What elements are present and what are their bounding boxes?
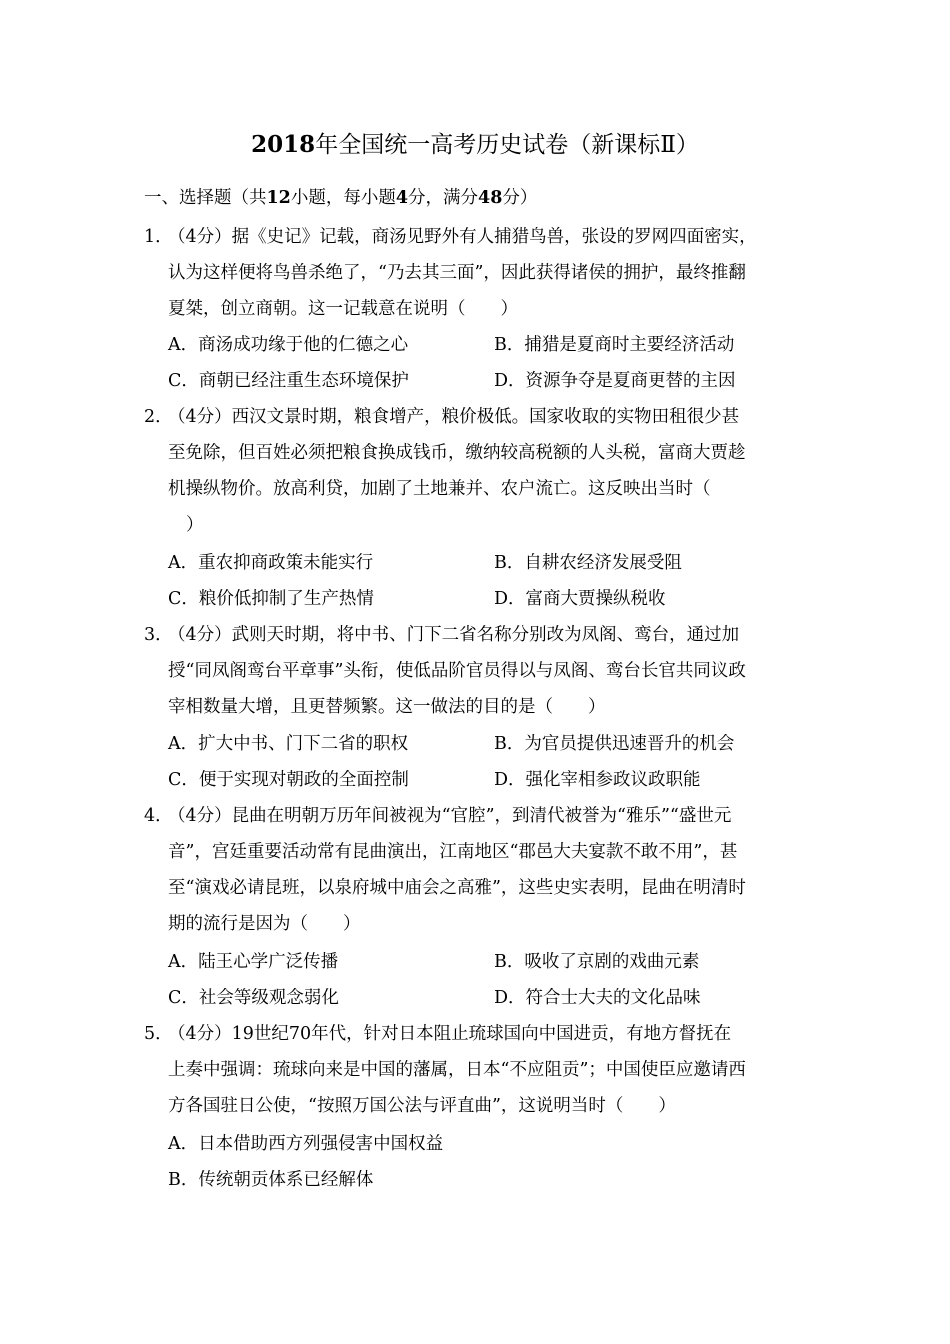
- question-text-line: （4分）据《史记》记载，商汤见野外有人捕猎鸟兽，张设的罗网四面密实，: [168, 227, 757, 247]
- option-c: C．商朝已经注重生态环境保护: [168, 371, 409, 391]
- question-text-line: 认为这样便将鸟兽杀绝了，“乃去其三面”，因此获得诸侯的拥护，最终推翻: [168, 263, 746, 283]
- question-text-line: 期的流行是因为（ ）: [168, 914, 361, 934]
- option-b: B．捕猎是夏商时主要经济活动: [494, 335, 735, 355]
- page-title: [0, 128, 950, 162]
- question-text-line: 音”，宫廷重要活动常有昆曲演出，江南地区“郡邑大夫宴款不敢不用”，甚: [168, 842, 738, 862]
- title-text: 年全国统一高考历史试卷（新课标Ⅱ）: [315, 132, 699, 158]
- question-number: 4．: [144, 806, 173, 826]
- option-c: C．便于实现对朝政的全面控制: [168, 770, 409, 790]
- question-text-line: 上奏中强调：琉球向来是中国的藩属，日本“不应阻贡”；中国使臣应邀请西: [168, 1060, 746, 1080]
- question-text-line: 宰相数量大增，且更替频繁。这一做法的目的是（ ）: [168, 697, 606, 717]
- question-text-line: 至免除，但百姓必须把粮食换成钱币，缴纳较高税额的人头税，富商大贾趁: [168, 443, 746, 463]
- question-text-line: 方各国驻日公使，“按照万国公法与评直曲”，这说明当时（ ）: [168, 1096, 676, 1116]
- question-text-line: （4分）西汉文景时期，粮食增产，粮价极低。国家收取的实物田租很少甚: [168, 407, 740, 427]
- section-text: 分，满分: [408, 188, 479, 208]
- option-c: C．粮价低抑制了生产热情: [168, 589, 374, 609]
- option-d: D．富商大贾操纵税收: [494, 589, 666, 609]
- question-text-line: 至“演戏必请昆班，以泉府城中庙会之高雅”，这些史实表明，昆曲在明清时: [168, 878, 746, 898]
- option-a: A．陆王心学广泛传播: [168, 952, 339, 972]
- section-text: 分）: [502, 188, 538, 208]
- question-number: 1．: [144, 227, 173, 247]
- option-d: D．强化宰相参政议政职能: [494, 770, 701, 790]
- question-text-line: 授“同凤阁鸾台平章事”头衔，使低品阶官员得以与凤阁、鸾台长官共同议政: [168, 661, 746, 681]
- question-text-line: 机操纵物价。放高利贷，加剧了土地兼并、农户流亡。这反映出当时（: [168, 479, 711, 499]
- question-number: 3．: [144, 625, 173, 645]
- question-number: 2．: [144, 407, 173, 427]
- option-a: A．日本借助西方列强侵害中国权益: [168, 1134, 444, 1154]
- question-text-line: ）: [186, 515, 204, 535]
- question-text-line: （4分）武则天时期，将中书、门下二省名称分别改为凤阁、鸾台，通过加: [168, 625, 740, 645]
- option-d: D．符合士大夫的文化品味: [494, 988, 701, 1008]
- option-b: B．传统朝贡体系已经解体: [168, 1170, 374, 1190]
- option-b: B．为官员提供迅速晋升的机会: [494, 734, 735, 754]
- section-text: 小题，每小题: [290, 188, 396, 208]
- question-text-line: （4分）19世纪70年代，针对日本阻止琉球国向中国进贡，有地方督抚在: [168, 1024, 732, 1044]
- option-b: B．吸收了京剧的戏曲元素: [494, 952, 700, 972]
- option-b: B．自耕农经济发展受阻: [494, 553, 682, 573]
- points-total: 48: [478, 188, 503, 208]
- option-a: A．扩大中书、门下二省的职权: [168, 734, 409, 754]
- title-year: 2018: [251, 131, 316, 158]
- option-c: C．社会等级观念弱化: [168, 988, 339, 1008]
- option-d: D．资源争夺是夏商更替的主因: [494, 371, 736, 391]
- option-a: A．重农抑商政策未能实行: [168, 553, 374, 573]
- section-text: 一、选择题（共: [144, 188, 267, 208]
- points-each: 4: [395, 188, 409, 208]
- question-text-line: （4分）昆曲在明朝万历年间被视为“官腔”，到清代被誉为“雅乐”“盛世元: [168, 806, 732, 826]
- question-text-line: 夏桀，创立商朝。这一记载意在说明（ ）: [168, 299, 518, 319]
- question-count: 12: [266, 188, 291, 208]
- question-number: 5．: [144, 1024, 173, 1044]
- section-heading: [144, 183, 537, 213]
- option-a: A．商汤成功缘于他的仁德之心: [168, 335, 409, 355]
